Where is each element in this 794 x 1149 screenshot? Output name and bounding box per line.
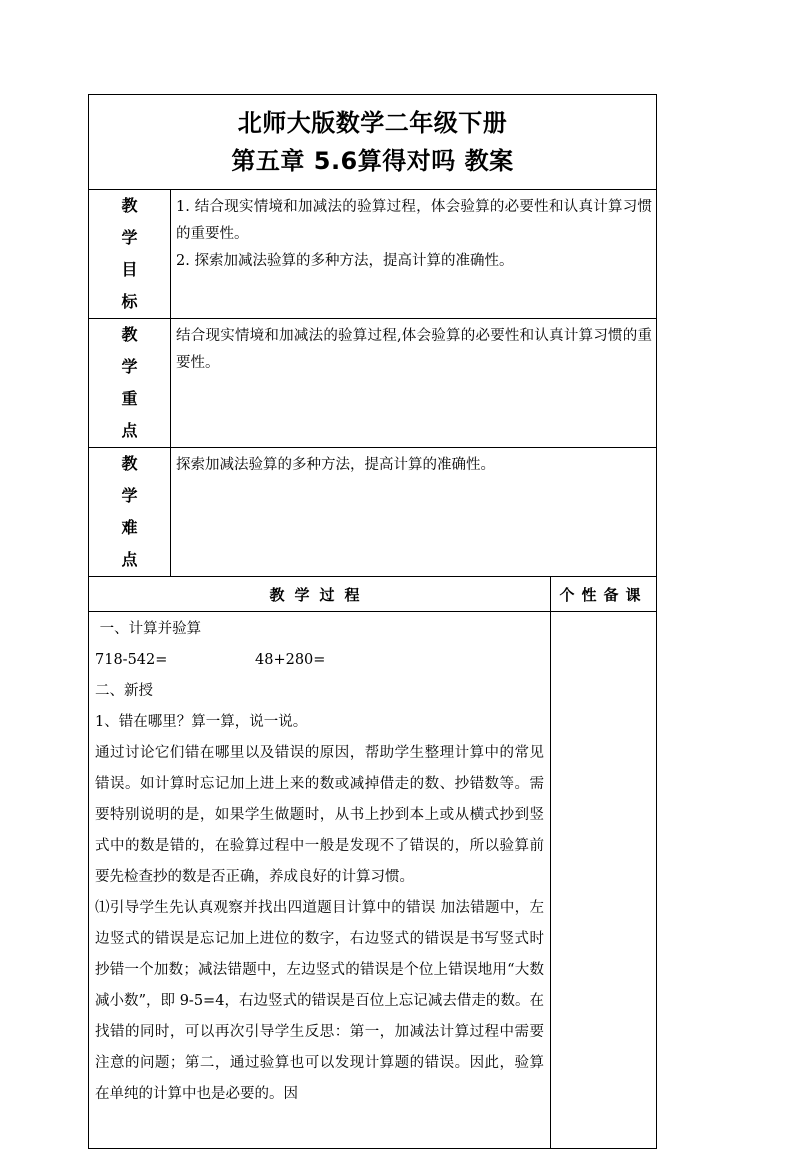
calculation-1: 718-542= [95,652,168,668]
objective-item: 2. 探索加减法验算的多种方法，提高计算的准确性。 [176,253,514,269]
notes-content [551,612,657,1149]
section-heading: 一、计算并验算 [95,621,202,637]
process-row [89,612,657,1149]
process-header-row [89,577,657,612]
process-header: 教学过程 [89,577,551,612]
calculation-2: 48+280= [255,652,326,668]
difficulties-content: 探索加减法验算的多种方法，提高计算的准确性。 [171,448,657,577]
key-points-label: 教学 重点 [89,319,171,448]
objectives-label: 教学 目标 [89,190,171,319]
document-title: 北师大版数学二年级下册 [237,109,508,137]
item-paragraph: 通过讨论它们错在哪里以及错误的原因，帮助学生整理计算中的常见错误。如计算时忘记加上进上来的数或减掉借走的数、抄错数等。需要特别说明的是，如果学生做题时，从书上抄到本上或从横式抄到竖式中的数是错的，在验算过程中一般是发现不了错误的，所以验算前要先检查抄的数是否正确，养成良好的计算习惯。 [95,745,544,885]
section-heading: 二、新授 [95,683,153,699]
difficulties-label: 教学 难点 [89,448,171,577]
document-subtitle: 第五章 5.6算得对吗 教案 [231,147,514,175]
objective-item: 1. 结合现实情境和加减法的验算过程，体会验算的必要性和认真计算习惯的重要性。 [176,199,653,242]
calculation-row [95,645,544,676]
process-content [89,612,551,1149]
notes-header: 个性备课 [551,577,657,612]
key-points-content: 结合现实情境和加减法的验算过程,体会验算的必要性和认真计算习惯的重要性。 [171,319,657,448]
objectives-row [89,190,657,319]
item-title: 1、错在哪里？算一算，说一说。 [95,714,308,730]
key-points-row [89,319,657,448]
title-cell [89,95,657,190]
difficulties-row [89,448,657,577]
title-row [89,95,657,190]
objectives-content [171,190,657,319]
lesson-plan-table [88,94,657,1149]
item-sub-paragraph: ⑴引导学生先认真观察并找出四道题目计算中的错误 加法错题中，左边竖式的错误是忘记加上进位的数字，右边竖式的错误是书写竖式时抄错一个加数；减法错题中，左边竖式的错误是个位上错误地用“大数减小数”，即 9-5=4，右边竖式的错误是百位上忘记减去借走的数。在找错的同时，可以再次引导学生反思：第一，加减法计算过程中需要注意的问题；第二，通过验算也可以发现计算题的错误。因此，验算在单纯的计算中也是必要的。因 [95,900,544,1102]
